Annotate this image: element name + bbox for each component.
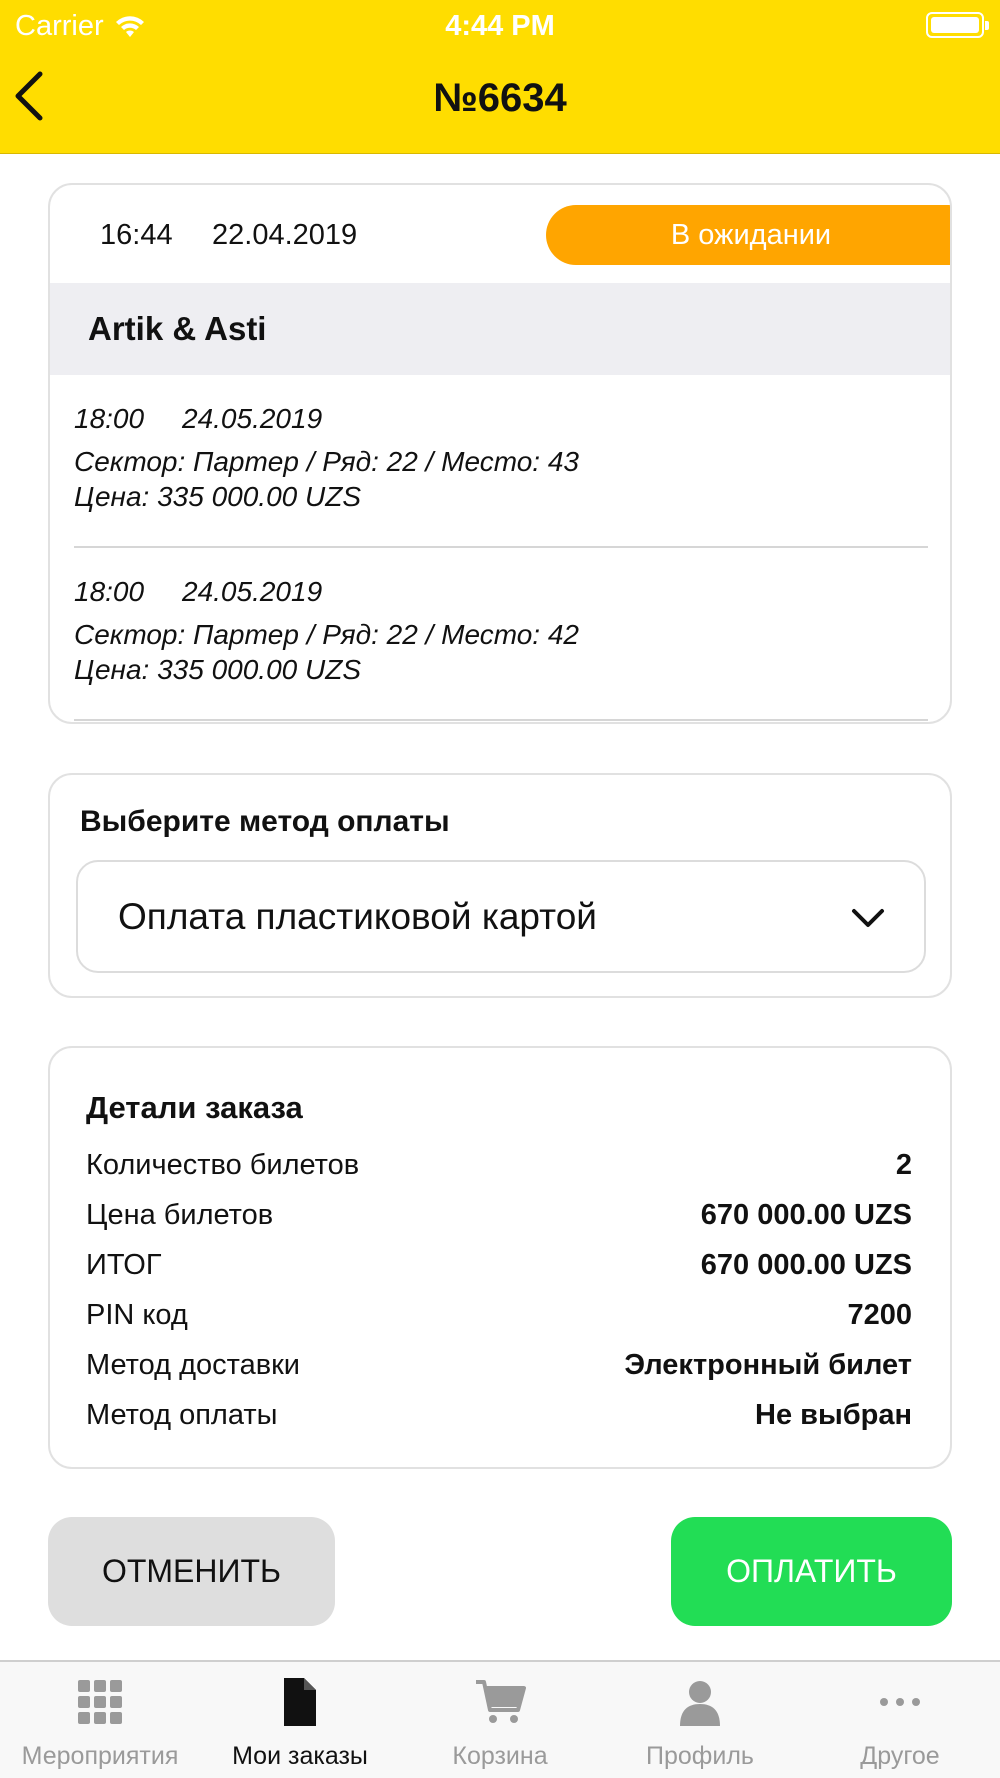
- order-details-card: [48, 1046, 952, 1469]
- cart-icon: [474, 1676, 526, 1728]
- detail-value: 2: [895, 1148, 912, 1181]
- ticket-price: Цена: 335 000.00 UZS: [74, 481, 361, 512]
- status-bar: [0, 0, 1000, 52]
- payment-method-card: [48, 773, 952, 998]
- carrier-label: Carrier: [15, 10, 104, 42]
- tab-my-orders[interactable]: [200, 1662, 400, 1778]
- ticket-date: 24.05.2019: [182, 576, 323, 607]
- order-time: 16:44: [100, 219, 173, 251]
- detail-label: Метод доставки: [86, 1348, 301, 1381]
- document-icon: [274, 1676, 326, 1728]
- order-details-title: Детали заказа: [86, 1090, 303, 1125]
- detail-row-ticket-count: [86, 1145, 912, 1185]
- order-card: [48, 183, 952, 724]
- detail-row-ticket-price: [86, 1195, 912, 1235]
- payment-method-title: Выберите метод оплаты: [80, 805, 450, 838]
- tab-label: Мероприятия: [21, 1742, 179, 1770]
- chevron-down-icon: [850, 900, 886, 936]
- cancel-button[interactable]: ОТМЕНИТЬ: [48, 1517, 335, 1626]
- detail-label: Метод оплаты: [86, 1398, 278, 1431]
- grid-icon: [74, 1676, 126, 1728]
- detail-value: 670 000.00 UZS: [700, 1248, 912, 1281]
- detail-value: Не выбран: [755, 1398, 912, 1431]
- tab-label: Мои заказы: [232, 1742, 368, 1770]
- ticket-time: 18:00: [74, 576, 145, 607]
- event-name: Artik & Asti: [50, 283, 950, 375]
- page-title: №6634: [433, 76, 567, 120]
- order-date: 22.04.2019: [212, 219, 358, 251]
- tab-label: Другое: [860, 1742, 940, 1770]
- detail-row-payment: [86, 1395, 912, 1435]
- detail-label: Количество билетов: [86, 1148, 360, 1181]
- detail-value: 670 000.00 UZS: [700, 1198, 912, 1231]
- tab-events[interactable]: [0, 1662, 200, 1778]
- ticket-time: 18:00: [74, 403, 145, 434]
- ticket-seat: Сектор: Партер / Ряд: 22 / Место: 42: [74, 619, 579, 650]
- tab-profile[interactable]: [600, 1662, 800, 1778]
- ticket-item: [74, 548, 928, 721]
- tab-bar: [0, 1660, 1000, 1778]
- ticket-date: 24.05.2019: [182, 403, 323, 434]
- order-header: [50, 185, 950, 283]
- ticket-price: Цена: 335 000.00 UZS: [74, 654, 361, 685]
- detail-row-total: [86, 1245, 912, 1285]
- detail-row-delivery: [86, 1345, 912, 1385]
- detail-label: ИТОГ: [86, 1248, 162, 1281]
- status-badge: В ожидании: [546, 205, 952, 265]
- ticket-item: [74, 375, 928, 548]
- tab-cart[interactable]: [400, 1662, 600, 1778]
- battery-icon: [926, 12, 984, 38]
- payment-method-value: Оплата пластиковой картой: [118, 895, 597, 937]
- top-bar: [0, 0, 1000, 154]
- tab-label: Корзина: [452, 1742, 548, 1770]
- detail-row-pin: [86, 1295, 912, 1335]
- tab-label: Профиль: [646, 1742, 754, 1770]
- person-icon: [674, 1676, 726, 1728]
- ticket-seat: Сектор: Партер / Ряд: 22 / Место: 43: [74, 446, 579, 477]
- pay-button[interactable]: ОПЛАТИТЬ: [671, 1517, 952, 1626]
- detail-value: Электронный билет: [624, 1348, 912, 1381]
- detail-label: PIN код: [86, 1298, 188, 1331]
- payment-method-select[interactable]: [76, 860, 926, 973]
- more-icon: [874, 1676, 926, 1728]
- detail-value: 7200: [847, 1298, 912, 1331]
- status-time: 4:44 PM: [445, 10, 555, 42]
- detail-label: Цена билетов: [86, 1198, 274, 1231]
- tab-other[interactable]: [800, 1662, 1000, 1778]
